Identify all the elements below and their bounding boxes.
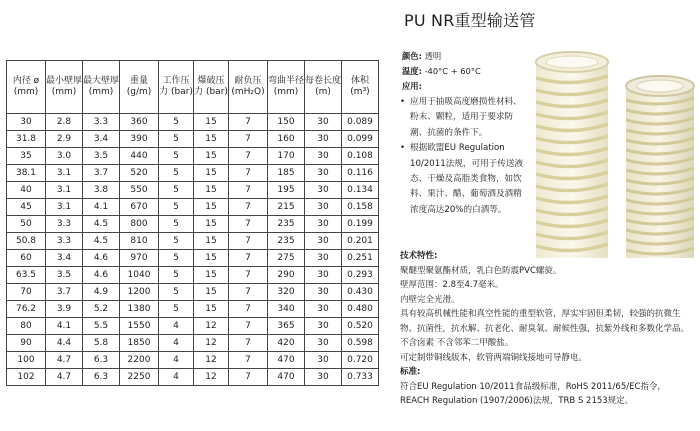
table-cell: 7 xyxy=(229,352,268,369)
color-line xyxy=(402,49,441,63)
table-cell: 0.134 xyxy=(342,182,379,199)
table-cell: 275 xyxy=(268,250,305,267)
header-coil-length: 每卷长度 (m) xyxy=(305,61,342,114)
table-cell: 50.8 xyxy=(7,233,46,250)
table-cell: 4.1 xyxy=(46,318,83,335)
table-cell: 15 xyxy=(194,199,229,216)
tech-line: 具有较高机械性能和真空性能的重型软管，厚实牢固但柔韧，较强的抗微生物、抗菌性，抗水解、抗老化、耐臭氧、耐候性强，抗紫外线和多数化学品。 xyxy=(400,309,690,334)
table-cell: 2200 xyxy=(120,352,159,369)
table-cell: 3.5 xyxy=(46,267,83,284)
table-cell: 3.9 xyxy=(46,301,83,318)
table-cell: 102 xyxy=(7,369,46,386)
application-bullets xyxy=(400,95,530,218)
table-cell: 470 xyxy=(268,369,305,386)
table-cell: 365 xyxy=(268,318,305,335)
table-cell: 15 xyxy=(194,114,229,131)
bullet-item xyxy=(400,141,530,218)
table-cell: 7 xyxy=(229,233,268,250)
temperature-label: 温度: xyxy=(402,66,422,76)
table-cell: 30 xyxy=(305,148,342,165)
table-cell: 160 xyxy=(268,131,305,148)
table-cell: 3.3 xyxy=(46,233,83,250)
table-cell: 0.201 xyxy=(342,233,379,250)
header-working-pressure: 工作压力 (bar) xyxy=(159,61,194,114)
table-cell: 7 xyxy=(229,148,268,165)
table-cell: 6.3 xyxy=(83,352,120,369)
table-cell: 60 xyxy=(7,250,46,267)
table-cell: 5 xyxy=(159,114,194,131)
table-cell: 340 xyxy=(268,301,305,318)
table-cell: 7 xyxy=(229,284,268,301)
table-cell: 420 xyxy=(268,335,305,352)
table-cell: 800 xyxy=(120,216,159,233)
table-cell: 5 xyxy=(159,182,194,199)
table-row xyxy=(7,182,379,199)
table-cell: 4.7 xyxy=(46,352,83,369)
color-value: 透明 xyxy=(424,51,442,61)
spec-table-body xyxy=(7,114,379,386)
table-cell: 810 xyxy=(120,233,159,250)
table-cell: 4 xyxy=(159,352,194,369)
header-weight: 重量 (g/m) xyxy=(120,61,159,114)
table-cell: 150 xyxy=(268,114,305,131)
table-cell: 320 xyxy=(268,284,305,301)
tech-line: 可定制带铜线版本，软管两端铜线接地可导静电。 xyxy=(400,352,588,363)
table-cell: 30 xyxy=(305,131,342,148)
table-cell: 5 xyxy=(159,165,194,182)
table-row xyxy=(7,165,379,182)
table-cell: 15 xyxy=(194,148,229,165)
table-cell: 215 xyxy=(268,199,305,216)
header-bend-radius: 弯曲半径 (mm) xyxy=(268,61,305,114)
tech-section xyxy=(400,249,695,409)
table-cell: 4 xyxy=(159,318,194,335)
table-cell: 76.2 xyxy=(7,301,46,318)
bullet-item xyxy=(400,95,530,141)
table-cell: 0.108 xyxy=(342,148,379,165)
table-cell: 185 xyxy=(268,165,305,182)
table-cell: 0.598 xyxy=(342,335,379,352)
table-cell: 3.5 xyxy=(83,148,120,165)
table-cell: 3.3 xyxy=(46,216,83,233)
table-cell: 30 xyxy=(7,114,46,131)
table-cell: 2.8 xyxy=(46,114,83,131)
bullet-text: 应用于抽吸高度磨损性材料、粉末、颗粒，适用于要求防潮、抗菌的条件下。 xyxy=(410,97,522,138)
table-row xyxy=(7,318,379,335)
table-cell: 7 xyxy=(229,131,268,148)
table-cell: 360 xyxy=(120,114,159,131)
standard-label: 标准: xyxy=(400,367,421,377)
table-cell: 30 xyxy=(305,165,342,182)
table-cell: 0.251 xyxy=(342,250,379,267)
table-cell: 30 xyxy=(305,284,342,301)
table-cell: 4.7 xyxy=(46,369,83,386)
table-cell: 1200 xyxy=(120,284,159,301)
table-cell: 5 xyxy=(159,199,194,216)
table-cell: 80 xyxy=(7,318,46,335)
bullet-icon: • xyxy=(400,97,406,107)
spec-table xyxy=(6,60,379,386)
table-cell: 5 xyxy=(159,216,194,233)
table-cell: 170 xyxy=(268,148,305,165)
table-cell: 12 xyxy=(194,369,229,386)
table-cell: 2.9 xyxy=(46,131,83,148)
table-cell: 440 xyxy=(120,148,159,165)
table-cell: 3.4 xyxy=(83,131,120,148)
table-cell: 100 xyxy=(7,352,46,369)
table-cell: 5 xyxy=(159,267,194,284)
table-cell: 12 xyxy=(194,335,229,352)
table-cell: 5 xyxy=(159,148,194,165)
table-row xyxy=(7,131,379,148)
hose-photo xyxy=(534,42,696,258)
table-cell: 195 xyxy=(268,182,305,199)
table-row xyxy=(7,148,379,165)
table-cell: 235 xyxy=(268,233,305,250)
table-row xyxy=(7,114,379,131)
table-cell: 5.2 xyxy=(83,301,120,318)
table-cell: 30 xyxy=(305,352,342,369)
table-row xyxy=(7,352,379,369)
table-cell: 470 xyxy=(268,352,305,369)
table-row xyxy=(7,335,379,352)
table-row xyxy=(7,267,379,284)
table-cell: 15 xyxy=(194,233,229,250)
temperature-line xyxy=(402,64,481,78)
table-cell: 3.1 xyxy=(46,182,83,199)
tech-line: 聚醚型聚氨酯材质，乳白色防震PVC螺旋。 xyxy=(400,265,562,276)
table-cell: 15 xyxy=(194,267,229,284)
table-cell: 1380 xyxy=(120,301,159,318)
table-cell: 30 xyxy=(305,182,342,199)
table-cell: 30 xyxy=(305,267,342,284)
table-cell: 5 xyxy=(159,131,194,148)
table-cell: 70 xyxy=(7,284,46,301)
table-cell: 7 xyxy=(229,216,268,233)
table-cell: 7 xyxy=(229,318,268,335)
header-min-wall: 最小壁厚 (mm) xyxy=(46,61,83,114)
standard-text: 符合EU Regulation 10/2011食品级标准，RoHS 2011/65/EC指令， REACH Regulation (1907/2006)法规，TRB S 2153规定。 xyxy=(400,381,666,406)
table-cell: 40 xyxy=(7,182,46,199)
table-cell: 390 xyxy=(120,131,159,148)
table-cell: 30 xyxy=(305,301,342,318)
table-cell: 4.9 xyxy=(83,284,120,301)
table-cell: 670 xyxy=(120,199,159,216)
table-cell: 0.199 xyxy=(342,216,379,233)
table-row xyxy=(7,369,379,386)
table-cell: 4.1 xyxy=(83,199,120,216)
table-cell: 30 xyxy=(305,199,342,216)
table-cell: 31.8 xyxy=(7,131,46,148)
tech-line: 壁厚范围：2.8至4.7毫米。 xyxy=(400,280,504,290)
table-cell: 30 xyxy=(305,114,342,131)
table-cell: 0.480 xyxy=(342,301,379,318)
table-cell: 7 xyxy=(229,335,268,352)
table-cell: 4.6 xyxy=(83,250,120,267)
table-cell: 15 xyxy=(194,165,229,182)
table-cell: 0.733 xyxy=(342,369,379,386)
table-cell: 0.158 xyxy=(342,199,379,216)
table-cell: 35 xyxy=(7,148,46,165)
table-cell: 0.099 xyxy=(342,131,379,148)
page-title: PU NR重型输送管 xyxy=(404,11,536,30)
table-cell: 5.8 xyxy=(83,335,120,352)
table-row xyxy=(7,301,379,318)
table-cell: 4 xyxy=(159,369,194,386)
bullet-icon: • xyxy=(400,143,406,154)
table-cell: 15 xyxy=(194,284,229,301)
table-cell: 1850 xyxy=(120,335,159,352)
tech-line: 不含卤素 不含邻苯二甲酸盐。 xyxy=(400,338,514,348)
table-cell: 970 xyxy=(120,250,159,267)
table-cell: 4.5 xyxy=(83,216,120,233)
hose-left xyxy=(536,52,608,258)
table-cell: 520 xyxy=(120,165,159,182)
application-label: 应用: xyxy=(402,81,422,91)
header-volume: 体积 (m³) xyxy=(342,61,379,114)
hose-right xyxy=(626,76,694,258)
table-cell: 1550 xyxy=(120,318,159,335)
table-cell: 30 xyxy=(305,250,342,267)
table-cell: 7 xyxy=(229,182,268,199)
table-cell: 12 xyxy=(194,352,229,369)
table-cell: 30 xyxy=(305,369,342,386)
table-cell: 2250 xyxy=(120,369,159,386)
table-cell: 290 xyxy=(268,267,305,284)
table-row xyxy=(7,233,379,250)
table-cell: 4.4 xyxy=(46,335,83,352)
table-cell: 30 xyxy=(305,335,342,352)
table-cell: 5.5 xyxy=(83,318,120,335)
table-cell: 3.1 xyxy=(46,199,83,216)
header-inner-diameter: 内径 ø (mm) xyxy=(7,61,46,114)
table-cell: 5 xyxy=(159,301,194,318)
table-cell: 15 xyxy=(194,216,229,233)
table-row xyxy=(7,284,379,301)
table-cell: 4 xyxy=(159,335,194,352)
table-cell: 6.3 xyxy=(83,369,120,386)
table-cell: 7 xyxy=(229,267,268,284)
table-cell: 63.5 xyxy=(7,267,46,284)
table-cell: 0.293 xyxy=(342,267,379,284)
header-row xyxy=(7,61,379,114)
table-cell: 3.0 xyxy=(46,148,83,165)
table-cell: 0.720 xyxy=(342,352,379,369)
table-row xyxy=(7,250,379,267)
table-cell: 3.8 xyxy=(83,182,120,199)
application-line xyxy=(402,79,422,93)
header-burst-pressure: 爆破压力 (bar) xyxy=(194,61,229,114)
table-cell: 4.5 xyxy=(83,233,120,250)
temperature-value: -40°C + 60°C xyxy=(424,66,481,76)
table-cell: 1040 xyxy=(120,267,159,284)
table-cell: 30 xyxy=(305,233,342,250)
table-cell: 0.116 xyxy=(342,165,379,182)
table-cell: 7 xyxy=(229,114,268,131)
header-max-wall: 最大壁厚 (mm) xyxy=(83,61,120,114)
color-label: 颜色: xyxy=(402,51,422,61)
table-row xyxy=(7,199,379,216)
tech-label: 技术特性: xyxy=(400,251,438,261)
table-cell: 3.7 xyxy=(83,165,120,182)
table-cell: 7 xyxy=(229,301,268,318)
bullet-text: 根据欧盟EU Regulation 10/2011法规，可用于传送液态、干燥及高脂类食物，如饮料、果汁、醋、葡萄酒及酒精浓度高达20%的白酒等。 xyxy=(410,143,524,215)
table-cell: 5 xyxy=(159,233,194,250)
header-vacuum: 耐负压 (mH₂O) xyxy=(229,61,268,114)
table-cell: 30 xyxy=(305,216,342,233)
table-cell: 50 xyxy=(7,216,46,233)
table-cell: 7 xyxy=(229,369,268,386)
table-cell: 5 xyxy=(159,284,194,301)
table-cell: 7 xyxy=(229,199,268,216)
table-cell: 12 xyxy=(194,318,229,335)
tech-line: 内壁完全光滑。 xyxy=(400,294,460,305)
table-cell: 4.6 xyxy=(83,267,120,284)
table-cell: 15 xyxy=(194,250,229,267)
table-cell: 15 xyxy=(194,301,229,318)
table-cell: 90 xyxy=(7,335,46,352)
table-cell: 0.430 xyxy=(342,284,379,301)
table-cell: 3.4 xyxy=(46,250,83,267)
table-cell: 550 xyxy=(120,182,159,199)
table-cell: 45 xyxy=(7,199,46,216)
table-cell: 7 xyxy=(229,165,268,182)
table-cell: 0.089 xyxy=(342,114,379,131)
table-cell: 15 xyxy=(194,182,229,199)
spec-table-header xyxy=(7,61,379,114)
table-cell: 38.1 xyxy=(7,165,46,182)
table-cell: 7 xyxy=(229,250,268,267)
table-row xyxy=(7,216,379,233)
table-cell: 30 xyxy=(305,318,342,335)
table-cell: 15 xyxy=(194,131,229,148)
table-cell: 3.7 xyxy=(46,284,83,301)
table-cell: 3.3 xyxy=(83,114,120,131)
table-cell: 3.1 xyxy=(46,165,83,182)
table-cell: 5 xyxy=(159,250,194,267)
table-cell: 0.520 xyxy=(342,318,379,335)
table-cell: 235 xyxy=(268,216,305,233)
